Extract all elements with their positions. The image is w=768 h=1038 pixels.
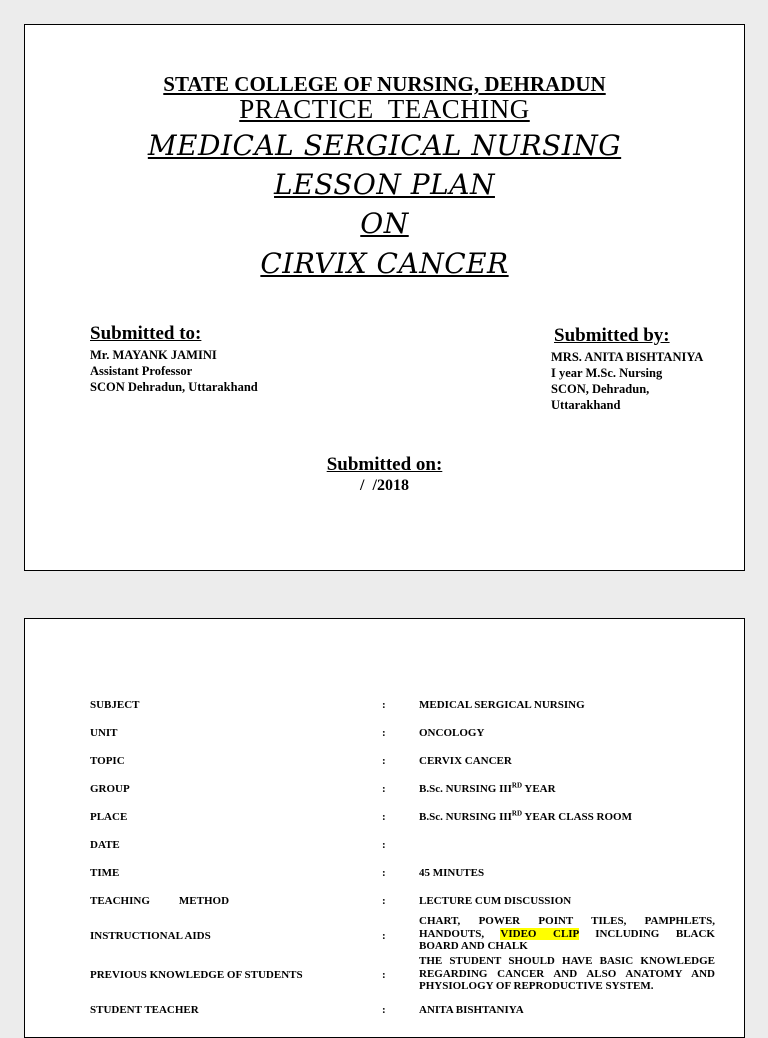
submitted-by-heading: Submitted by: (554, 325, 670, 346)
submitted-on-block (25, 454, 744, 496)
submitted-to-heading: Submitted to: (90, 323, 202, 344)
highlighted-text: VIDEO CLIP (500, 927, 579, 940)
submitted-by-institution: SCON, Dehradun, (551, 382, 650, 396)
submitted-to-institution: SCON Dehradun, Uttarakhand (90, 380, 258, 394)
detail-label: PLACE (90, 811, 128, 823)
detail-label: INSTRUCTIONAL AIDS (90, 930, 211, 942)
detail-colon: : (382, 867, 386, 879)
submitted-to-name: Mr. MAYANK JAMINI (90, 348, 217, 362)
practice-teaching-heading: PRACTICE TEACHING (239, 94, 530, 124)
submitted-to-block (90, 323, 258, 395)
detail-colon: : (382, 839, 386, 851)
lesson-plan-title: LESSON PLAN (274, 168, 495, 201)
detail-label: SUBJECT (90, 699, 140, 711)
value-text: B.Sc. NURSING III (419, 811, 512, 823)
detail-value (419, 915, 715, 953)
detail-label: PREVIOUS KNOWLEDGE OF STUDENTS (90, 969, 303, 981)
submitted-by-course: I year M.Sc. Nursing (551, 366, 663, 380)
detail-colon: : (382, 699, 386, 711)
topic-title: CIRVIX CANCER (260, 247, 509, 280)
value-text: YEAR (522, 783, 556, 795)
submitted-on-date: / /2018 (360, 477, 409, 494)
submitted-by-state: Uttarakhand (551, 398, 621, 412)
label-word: METHOD (178, 895, 230, 907)
submitted-on-heading: Submitted on: (326, 454, 443, 475)
detail-label: GROUP (90, 783, 130, 795)
detail-value: MEDICAL SERGICAL NURSING (419, 699, 585, 711)
ordinal-superscript: RD (511, 809, 523, 818)
detail-label (90, 895, 229, 907)
detail-value: 45 MINUTES (419, 867, 485, 879)
detail-colon: : (382, 1004, 386, 1016)
detail-value (419, 811, 715, 823)
submitted-by-block (551, 325, 703, 413)
college-name: STATE COLLEGE OF NURSING, DEHRADUN (163, 72, 606, 96)
detail-label: TIME (90, 867, 120, 879)
detail-label: DATE (90, 839, 120, 851)
detail-value (419, 783, 715, 795)
value-text: HANDOUTS, (419, 927, 485, 940)
cover-page (24, 24, 745, 571)
detail-value (419, 955, 715, 993)
detail-colon: : (382, 895, 386, 907)
value-line: BOARD AND CHALK (419, 940, 528, 952)
label-word: TEACHING (90, 895, 150, 907)
detail-colon: : (382, 727, 386, 739)
value-line: PHYSIOLOGY OF REPRODUCTIVE SYSTEM. (419, 980, 654, 992)
detail-value: ANITA BISHTANIYA (419, 1004, 524, 1016)
on-title: ON (360, 207, 409, 240)
value-line: THE STUDENT SHOULD HAVE BASIC KNOWLEDGE (419, 955, 715, 967)
value-line: CHART, POWER POINT TILES, PAMPHLETS, (419, 915, 715, 927)
detail-colon: : (382, 811, 386, 823)
submitted-by-name: MRS. ANITA BISHTANIYA (551, 350, 704, 364)
detail-colon: : (382, 783, 386, 795)
detail-colon: : (382, 755, 386, 767)
details-page (24, 618, 745, 1038)
detail-label: STUDENT TEACHER (90, 1004, 199, 1016)
value-text: B.Sc. NURSING III (419, 783, 512, 795)
value-line: REGARDING CANCER AND ALSO ANATOMY AND (419, 967, 715, 980)
detail-colon: : (382, 969, 386, 981)
ordinal-superscript: RD (511, 781, 523, 790)
detail-colon: : (382, 930, 386, 942)
value-text: YEAR CLASS ROOM (522, 811, 632, 823)
detail-label: UNIT (90, 727, 118, 739)
detail-value: CERVIX CANCER (419, 755, 512, 767)
detail-label: TOPIC (90, 755, 125, 767)
detail-value: LECTURE CUM DISCUSSION (419, 895, 572, 907)
submitted-to-designation: Assistant Professor (90, 364, 193, 378)
detail-value: ONCOLOGY (419, 727, 485, 739)
subject-title: MEDICAL SERGICAL NURSING (147, 129, 622, 162)
value-text: INCLUDING BLACK (595, 927, 715, 940)
